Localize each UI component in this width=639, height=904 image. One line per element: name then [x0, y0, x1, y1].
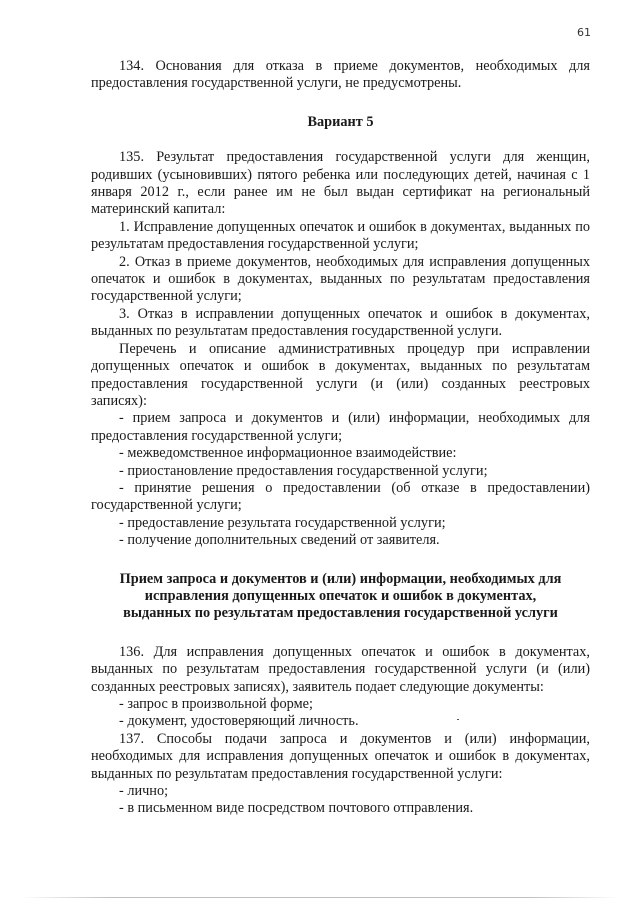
p137-item-1: - лично; — [119, 783, 169, 800]
document-body — [91, 58, 590, 818]
result-item-2: 2. Отказ в приеме документов, необходимых для исправления допущенных опечаток и ошибок в документах, выданных по результатам предоставления государственной услуги; — [91, 253, 590, 305]
result-item-1: 1. Исправление допущенных опечаток и ошибок в документах, выданных по результатам предоставления государственной услуги; — [91, 218, 590, 253]
p137-item-2: - в письменном виде посредством почтового отправления. — [119, 800, 474, 817]
variant-title: Вариант 5 — [307, 113, 374, 130]
p136-item-1: - запрос в произвольной форме; — [119, 696, 313, 712]
scan-speck — [457, 719, 459, 720]
paragraph-134: 134. Основания для отказа в приеме документов, необходимых для предоставления государственной услуги, не предусмотрены. — [91, 58, 590, 92]
procedure-item-3: - приостановление предоставления государственной услуги; — [119, 462, 488, 479]
scan-edge-line — [20, 897, 620, 898]
procedure-item-1: - прием запроса и документов и (или) информации, необходимых для предоставления государственной услуги; — [91, 410, 590, 444]
procedure-item-5: - предоставление результата государственной услуги; — [119, 514, 446, 531]
section-heading: Прием запроса и документов и (или) информации, необходимых для исправления допущенных опечаток и ошибок в документах, выданных по результатам предоставления государственной услуги — [119, 570, 562, 622]
procedure-item-4: - принятие решения о предоставлении (об отказе в предоставлении) государственной услуги; — [91, 479, 590, 514]
paragraph-136: 136. Для исправления допущенных опечаток и ошибок в документах, выданных по результатам предоставления государственной услуги (и (или) созданных реестровых записях), заявитель подает следующие документы: — [91, 643, 590, 695]
result-item-3: 3. Отказ в исправлении допущенных опечаток и ошибок в документах, выданных по результатам предоставления государственной услуги. — [91, 305, 590, 340]
procedure-item-2: - межведомственное информационное взаимодействие: — [119, 445, 457, 462]
p136-item-2: - документ, удостоверяющий личность. — [119, 713, 359, 730]
paragraph-137: 137. Способы подачи запроса и документов и (или) информации, необходимых для исправления допущенных опечаток и ошибок в документах, выданных по результатам предоставления государственной услуги: — [91, 730, 590, 782]
paragraph-135: 135. Результат предоставления государственной услуги для женщин, родивших (усыновивших) пятого ребенка или последующих детей, начиная с 1 января 2012 г., если ранее им не был выдан сертификат на региональный материнский капитал: — [91, 149, 590, 218]
page-number: 61 — [577, 26, 591, 39]
procedure-item-6: - получение дополнительных сведений от заявителя. — [119, 532, 440, 549]
procedures-intro: Перечень и описание административных процедур при исправлении допущенных опечаток и ошибок в документах, выданных по результатам предоставления государственной услуги (и (или) созданных реестровых записях): — [91, 340, 590, 409]
